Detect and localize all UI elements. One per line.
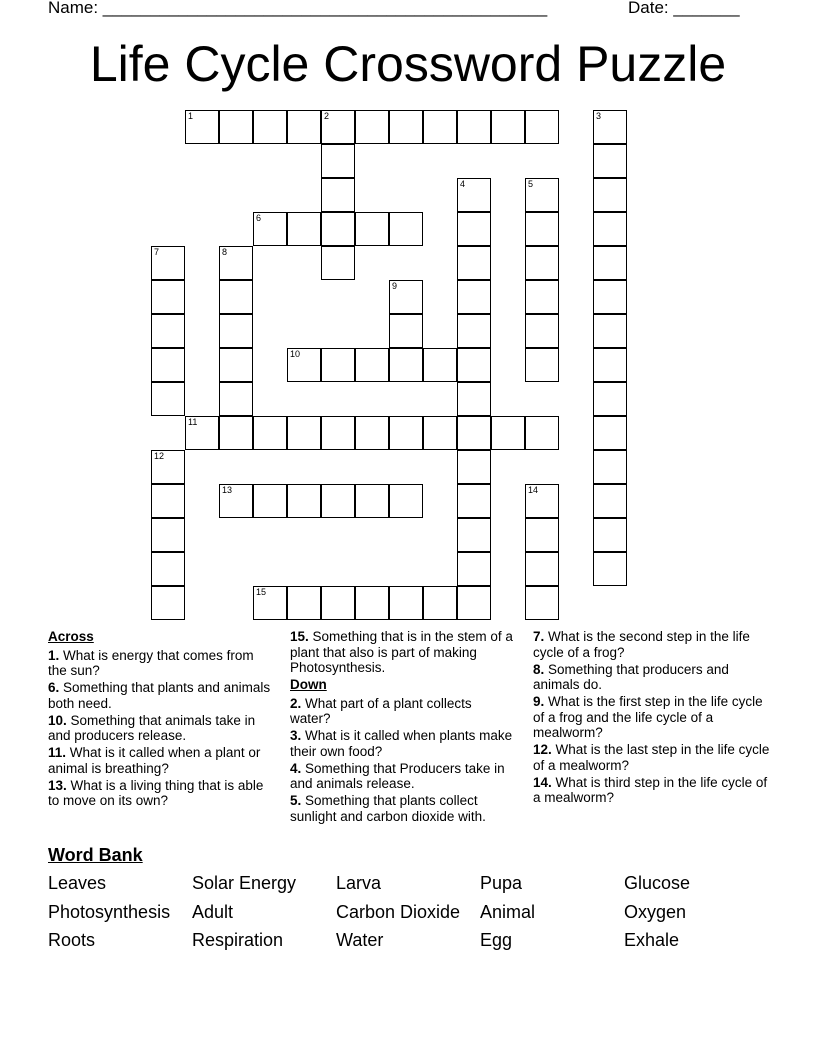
crossword-cell[interactable]	[389, 212, 423, 246]
crossword-cell[interactable]	[525, 110, 559, 144]
clue-down-9: 9. What is the first step in the life cycle of a frog and the life cycle of a mealworm?	[533, 694, 763, 740]
crossword-cell[interactable]	[321, 144, 355, 178]
crossword-cell[interactable]	[593, 450, 627, 484]
crossword-cell[interactable]	[185, 110, 219, 144]
crossword-cell[interactable]	[219, 484, 253, 518]
crossword-cell[interactable]	[593, 518, 627, 552]
crossword-cell[interactable]	[151, 518, 185, 552]
crossword-cell[interactable]	[593, 416, 627, 450]
page-title: Life Cycle Crossword Puzzle	[89, 36, 727, 92]
across-heading: Across	[48, 629, 94, 644]
crossword-cell[interactable]	[219, 110, 253, 144]
crossword-cell[interactable]	[185, 416, 219, 450]
crossword-cell[interactable]	[457, 212, 491, 246]
crossword-cell[interactable]	[593, 348, 627, 382]
crossword-cell[interactable]	[457, 552, 491, 586]
crossword-cell[interactable]	[593, 178, 627, 212]
crossword-cell[interactable]	[219, 246, 253, 280]
crossword-cell[interactable]	[151, 484, 185, 518]
crossword-cell[interactable]	[219, 348, 253, 382]
crossword-cell[interactable]	[151, 382, 185, 416]
crossword-cell[interactable]	[151, 348, 185, 382]
crossword-cell[interactable]	[423, 586, 457, 620]
crossword-cell[interactable]	[525, 246, 559, 280]
crossword-cell[interactable]	[525, 416, 559, 450]
crossword-cell[interactable]	[423, 416, 457, 450]
word-bank-item: Glucose	[624, 873, 691, 893]
crossword-cell[interactable]	[525, 314, 559, 348]
crossword-cell[interactable]	[525, 518, 559, 552]
crossword-cell[interactable]	[593, 314, 627, 348]
down-heading: Down	[290, 677, 327, 692]
crossword-cell[interactable]	[491, 416, 525, 450]
crossword-cell[interactable]	[253, 110, 287, 144]
crossword-cell[interactable]	[457, 348, 491, 382]
crossword-cell[interactable]	[457, 518, 491, 552]
clue-number: 4	[460, 179, 466, 189]
clue-number: 15	[256, 587, 267, 597]
clue-number: 1	[188, 111, 194, 121]
crossword-cell[interactable]	[287, 348, 321, 382]
crossword-cell[interactable]	[321, 416, 355, 450]
crossword-cell[interactable]	[321, 178, 355, 212]
clue-across-1: 1. What is energy that comes from the sun?	[48, 647, 254, 678]
word-bank-item: Animal	[480, 902, 536, 922]
clue-number: 6	[256, 213, 262, 223]
clue-number: 9	[392, 281, 398, 291]
crossword-cell[interactable]	[457, 314, 491, 348]
crossword-cell[interactable]	[321, 348, 355, 382]
crossword-cell[interactable]	[389, 484, 423, 518]
clue-across-10: 10. Something that animals take in and producers release.	[48, 712, 256, 743]
crossword-cell[interactable]	[253, 212, 287, 246]
clue-number: 14	[528, 485, 539, 495]
clue-down-4: 4. Something that Producers take in and animals release.	[290, 760, 505, 791]
clue-across-15: 15. Something that is in the stem of a plant that also is part of making Photosynthesis.	[290, 629, 513, 675]
crossword-cell[interactable]	[593, 212, 627, 246]
clue-down-14: 14. What is third step in the life cycle of a mealworm?	[533, 774, 768, 805]
crossword-cell[interactable]	[287, 110, 321, 144]
crossword-cell[interactable]	[253, 586, 287, 620]
word-bank-item: Leaves	[48, 873, 107, 893]
word-bank-title: Word Bank	[48, 845, 143, 865]
crossword-cell[interactable]	[151, 280, 185, 314]
crossword-cell[interactable]	[355, 110, 389, 144]
clue-number: 7	[154, 247, 160, 257]
crossword-cell[interactable]	[525, 178, 559, 212]
clue-across-13: 13. What is a living thing that is able to move on its own?	[48, 777, 264, 808]
word-bank-item: Solar Energy	[192, 873, 297, 893]
crossword-cell[interactable]	[287, 212, 321, 246]
crossword-cell[interactable]	[491, 110, 525, 144]
crossword-cell[interactable]	[151, 586, 185, 620]
crossword-cell[interactable]	[457, 450, 491, 484]
crossword-cell[interactable]	[457, 484, 491, 518]
crossword-cell[interactable]	[321, 586, 355, 620]
word-bank-item: Carbon Dioxide	[336, 902, 461, 922]
crossword-cell[interactable]	[525, 586, 559, 620]
crossword-cell[interactable]	[355, 212, 389, 246]
crossword-cell[interactable]	[457, 280, 491, 314]
crossword-cell[interactable]	[151, 314, 185, 348]
clue-number: 5	[528, 179, 534, 189]
clue-number: 13	[222, 485, 233, 495]
date-line: Date: _______	[628, 0, 740, 17]
word-bank-item: Exhale	[624, 930, 680, 950]
crossword-cell[interactable]	[593, 246, 627, 280]
word-bank-item: Pupa	[480, 873, 523, 893]
crossword-cell[interactable]	[525, 348, 559, 382]
crossword-cell[interactable]	[355, 586, 389, 620]
crossword-cell[interactable]	[423, 348, 457, 382]
crossword-cell[interactable]	[457, 586, 491, 620]
clues-column-1	[48, 629, 273, 810]
crossword-cell[interactable]	[593, 382, 627, 416]
clue-number: 12	[154, 451, 165, 461]
crossword-cell[interactable]	[287, 586, 321, 620]
word-bank-item: Water	[336, 930, 384, 950]
crossword-cell[interactable]	[151, 552, 185, 586]
crossword-cell[interactable]	[321, 246, 355, 280]
word-bank-item: Photosynthesis	[48, 902, 171, 922]
crossword-cell[interactable]	[219, 382, 253, 416]
clue-across-11: 11. What is it called when a plant or animal is breathing?	[48, 745, 261, 776]
crossword-cell[interactable]	[457, 246, 491, 280]
crossword-cell[interactable]	[389, 348, 423, 382]
crossword-cell[interactable]	[457, 178, 491, 212]
clue-down-8: 8. Something that producers and animals do.	[533, 661, 729, 692]
crossword-cell[interactable]	[355, 484, 389, 518]
crossword-cell[interactable]	[389, 314, 423, 348]
word-bank-item: Larva	[336, 873, 382, 893]
clue-number: 11	[188, 417, 198, 427]
crossword-cell[interactable]	[321, 110, 355, 144]
clues-column-2	[290, 629, 515, 826]
crossword-cell[interactable]	[457, 382, 491, 416]
clue-down-7: 7. What is the second step in the life cycle of a frog?	[533, 629, 750, 660]
clue-across-6: 6. Something that plants and animals both need.	[48, 680, 271, 711]
word-bank-item: Respiration	[192, 930, 284, 950]
crossword-cell[interactable]	[355, 416, 389, 450]
crossword-cell[interactable]	[593, 110, 627, 144]
clue-number: 8	[222, 247, 228, 257]
crossword-cell[interactable]	[457, 416, 491, 450]
crossword-cell[interactable]	[151, 450, 185, 484]
crossword-cell[interactable]	[219, 314, 253, 348]
crossword-cell[interactable]	[151, 246, 185, 280]
clue-number: 2	[324, 111, 330, 121]
crossword-cell[interactable]	[389, 416, 423, 450]
clue-down-5: 5. Something that plants collect sunlight and carbon dioxide with.	[290, 793, 486, 824]
crossword-cell[interactable]	[219, 416, 253, 450]
word-bank-item: Adult	[192, 902, 234, 922]
crossword-cell[interactable]	[321, 212, 355, 246]
crossword-cell[interactable]	[253, 416, 287, 450]
crossword-cell[interactable]	[593, 280, 627, 314]
word-bank-item: Roots	[48, 930, 96, 950]
crossword-cell[interactable]	[525, 552, 559, 586]
crossword-cell[interactable]	[423, 110, 457, 144]
crossword-cell[interactable]	[389, 110, 423, 144]
clue-down-2: 2. What part of a plant collects water?	[290, 695, 472, 726]
crossword-cell[interactable]	[355, 348, 389, 382]
clue-down-12: 12. What is the last step in the life cycle of a mealworm?	[533, 742, 770, 773]
clue-number: 10	[290, 349, 301, 359]
clue-number: 3	[596, 111, 602, 121]
name-line: Name: _______________________________________________	[48, 0, 548, 17]
crossword-cell[interactable]	[525, 484, 559, 518]
crossword-cell[interactable]	[389, 586, 423, 620]
crossword-cell[interactable]	[389, 280, 423, 314]
crossword-cell[interactable]	[219, 280, 253, 314]
crossword-cell[interactable]	[287, 484, 321, 518]
crossword-cell[interactable]	[287, 416, 321, 450]
word-bank-item: Oxygen	[624, 902, 687, 922]
crossword-cell[interactable]	[593, 144, 627, 178]
crossword-cell[interactable]	[593, 552, 627, 586]
clue-down-3: 3. What is it called when plants make their own food?	[290, 728, 513, 759]
crossword-cell[interactable]	[253, 484, 287, 518]
crossword-cell[interactable]	[593, 484, 627, 518]
crossword-cell[interactable]	[457, 110, 491, 144]
crossword-cell[interactable]	[321, 484, 355, 518]
clues-column-3	[533, 629, 773, 807]
crossword-cell[interactable]	[525, 212, 559, 246]
crossword-cell[interactable]	[525, 280, 559, 314]
word-bank-item: Egg	[480, 930, 513, 950]
